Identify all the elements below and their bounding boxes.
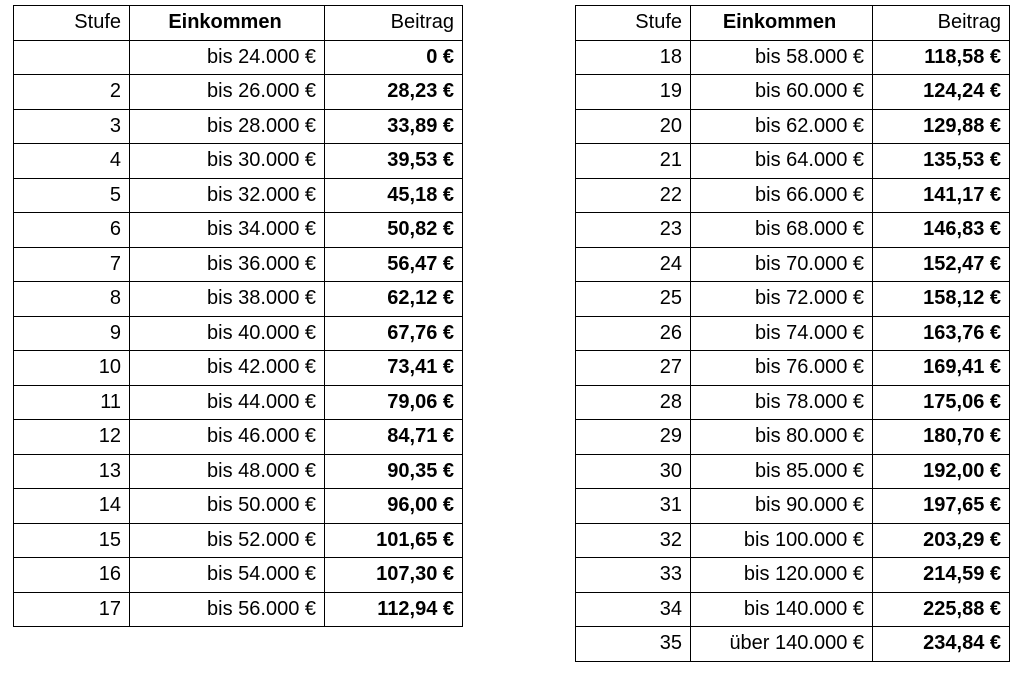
cell-stufe: 15	[14, 523, 130, 558]
cell-einkommen: bis 54.000 €	[130, 558, 325, 593]
cell-stufe: 30	[576, 454, 691, 489]
cell-einkommen: bis 76.000 €	[691, 351, 873, 386]
cell-stufe: 8	[14, 282, 130, 317]
table-body-right	[576, 40, 1010, 661]
cell-beitrag: 169,41 €	[873, 351, 1010, 386]
cell-stufe: 2	[14, 75, 130, 110]
cell-beitrag: 45,18 €	[325, 178, 463, 213]
cell-beitrag: 28,23 €	[325, 75, 463, 110]
table-row	[14, 420, 463, 455]
cell-beitrag: 163,76 €	[873, 316, 1010, 351]
cell-beitrag: 192,00 €	[873, 454, 1010, 489]
table-row	[576, 75, 1010, 110]
cell-stufe: 14	[14, 489, 130, 524]
header-row	[576, 6, 1010, 41]
cell-einkommen: über 140.000 €	[691, 627, 873, 662]
cell-beitrag: 129,88 €	[873, 109, 1010, 144]
table-row	[576, 109, 1010, 144]
table-row	[14, 247, 463, 282]
cell-beitrag: 84,71 €	[325, 420, 463, 455]
cell-einkommen: bis 120.000 €	[691, 558, 873, 593]
header-einkommen: Einkommen	[691, 6, 873, 41]
cell-beitrag: 112,94 €	[325, 592, 463, 627]
cell-beitrag: 33,89 €	[325, 109, 463, 144]
cell-beitrag: 146,83 €	[873, 213, 1010, 248]
table-row	[576, 558, 1010, 593]
header-beitrag: Beitrag	[873, 6, 1010, 41]
table-row	[576, 385, 1010, 420]
cell-einkommen: bis 80.000 €	[691, 420, 873, 455]
cell-stufe: 5	[14, 178, 130, 213]
cell-beitrag: 214,59 €	[873, 558, 1010, 593]
cell-stufe: 25	[576, 282, 691, 317]
cell-beitrag: 175,06 €	[873, 385, 1010, 420]
table-row	[14, 144, 463, 179]
table-row	[14, 454, 463, 489]
cell-einkommen: bis 40.000 €	[130, 316, 325, 351]
cell-beitrag: 135,53 €	[873, 144, 1010, 179]
cell-beitrag: 225,88 €	[873, 592, 1010, 627]
cell-beitrag: 197,65 €	[873, 489, 1010, 524]
table-row	[576, 523, 1010, 558]
cell-einkommen: bis 28.000 €	[130, 109, 325, 144]
cell-beitrag: 180,70 €	[873, 420, 1010, 455]
cell-stufe: 7	[14, 247, 130, 282]
cell-einkommen: bis 68.000 €	[691, 213, 873, 248]
cell-einkommen: bis 26.000 €	[130, 75, 325, 110]
cell-beitrag: 101,65 €	[325, 523, 463, 558]
cell-stufe: 28	[576, 385, 691, 420]
table-row	[14, 178, 463, 213]
cell-einkommen: bis 50.000 €	[130, 489, 325, 524]
cell-einkommen: bis 72.000 €	[691, 282, 873, 317]
cell-einkommen: bis 34.000 €	[130, 213, 325, 248]
fee-table-right	[575, 5, 1010, 662]
cell-einkommen: bis 52.000 €	[130, 523, 325, 558]
table-row	[576, 351, 1010, 386]
table-row	[576, 627, 1010, 662]
table-row	[14, 351, 463, 386]
cell-beitrag: 152,47 €	[873, 247, 1010, 282]
header-einkommen: Einkommen	[130, 6, 325, 41]
cell-einkommen: bis 56.000 €	[130, 592, 325, 627]
cell-einkommen: bis 36.000 €	[130, 247, 325, 282]
table-row	[576, 316, 1010, 351]
cell-beitrag: 118,58 €	[873, 40, 1010, 75]
cell-einkommen: bis 60.000 €	[691, 75, 873, 110]
cell-beitrag: 96,00 €	[325, 489, 463, 524]
table-row	[576, 247, 1010, 282]
cell-einkommen: bis 78.000 €	[691, 385, 873, 420]
cell-beitrag: 73,41 €	[325, 351, 463, 386]
table-row	[576, 592, 1010, 627]
cell-einkommen: bis 30.000 €	[130, 144, 325, 179]
cell-beitrag: 107,30 €	[325, 558, 463, 593]
cell-einkommen: bis 64.000 €	[691, 144, 873, 179]
cell-einkommen: bis 90.000 €	[691, 489, 873, 524]
table-row	[14, 489, 463, 524]
cell-stufe: 31	[576, 489, 691, 524]
fee-table-left	[13, 5, 463, 627]
cell-stufe: 19	[576, 75, 691, 110]
cell-stufe: 23	[576, 213, 691, 248]
cell-beitrag: 90,35 €	[325, 454, 463, 489]
cell-beitrag: 141,17 €	[873, 178, 1010, 213]
cell-stufe: 17	[14, 592, 130, 627]
cell-einkommen: bis 48.000 €	[130, 454, 325, 489]
table-row	[14, 592, 463, 627]
cell-stufe: 22	[576, 178, 691, 213]
cell-stufe: 26	[576, 316, 691, 351]
cell-stufe: 27	[576, 351, 691, 386]
cell-stufe: 35	[576, 627, 691, 662]
cell-stufe: 34	[576, 592, 691, 627]
cell-beitrag: 50,82 €	[325, 213, 463, 248]
table-row	[14, 109, 463, 144]
table-body-left	[14, 40, 463, 627]
cell-beitrag: 0 €	[325, 40, 463, 75]
cell-stufe: 9	[14, 316, 130, 351]
table-row	[576, 282, 1010, 317]
table-row	[14, 213, 463, 248]
table-row	[14, 385, 463, 420]
table-row	[576, 420, 1010, 455]
header-stufe: Stufe	[576, 6, 691, 41]
header-stufe: Stufe	[14, 6, 130, 41]
cell-stufe: 10	[14, 351, 130, 386]
cell-stufe: 16	[14, 558, 130, 593]
cell-beitrag: 234,84 €	[873, 627, 1010, 662]
table-row	[576, 178, 1010, 213]
cell-stufe: 29	[576, 420, 691, 455]
cell-einkommen: bis 44.000 €	[130, 385, 325, 420]
cell-einkommen: bis 58.000 €	[691, 40, 873, 75]
cell-stufe: 18	[576, 40, 691, 75]
table-row	[576, 489, 1010, 524]
header-beitrag: Beitrag	[325, 6, 463, 41]
cell-stufe: 13	[14, 454, 130, 489]
cell-einkommen: bis 38.000 €	[130, 282, 325, 317]
table-row	[14, 40, 463, 75]
cell-beitrag: 79,06 €	[325, 385, 463, 420]
cell-beitrag: 67,76 €	[325, 316, 463, 351]
cell-einkommen: bis 46.000 €	[130, 420, 325, 455]
cell-beitrag: 62,12 €	[325, 282, 463, 317]
cell-beitrag: 39,53 €	[325, 144, 463, 179]
cell-beitrag: 203,29 €	[873, 523, 1010, 558]
cell-stufe: 20	[576, 109, 691, 144]
cell-beitrag: 56,47 €	[325, 247, 463, 282]
cell-beitrag: 158,12 €	[873, 282, 1010, 317]
cell-einkommen: bis 66.000 €	[691, 178, 873, 213]
cell-stufe: 11	[14, 385, 130, 420]
table-row	[14, 558, 463, 593]
table-row	[14, 316, 463, 351]
cell-beitrag: 124,24 €	[873, 75, 1010, 110]
table-row	[14, 75, 463, 110]
table-row	[576, 213, 1010, 248]
cell-stufe: 24	[576, 247, 691, 282]
cell-stufe: 4	[14, 144, 130, 179]
table-row	[576, 40, 1010, 75]
cell-stufe: 21	[576, 144, 691, 179]
cell-einkommen: bis 70.000 €	[691, 247, 873, 282]
cell-stufe	[14, 40, 130, 75]
cell-einkommen: bis 140.000 €	[691, 592, 873, 627]
cell-einkommen: bis 32.000 €	[130, 178, 325, 213]
cell-einkommen: bis 74.000 €	[691, 316, 873, 351]
cell-stufe: 32	[576, 523, 691, 558]
header-row	[14, 6, 463, 41]
cell-stufe: 6	[14, 213, 130, 248]
cell-einkommen: bis 42.000 €	[130, 351, 325, 386]
cell-stufe: 33	[576, 558, 691, 593]
table-row	[576, 454, 1010, 489]
cell-einkommen: bis 85.000 €	[691, 454, 873, 489]
cell-stufe: 12	[14, 420, 130, 455]
cell-einkommen: bis 24.000 €	[130, 40, 325, 75]
table-row	[14, 282, 463, 317]
cell-einkommen: bis 62.000 €	[691, 109, 873, 144]
cell-einkommen: bis 100.000 €	[691, 523, 873, 558]
table-row	[14, 523, 463, 558]
cell-stufe: 3	[14, 109, 130, 144]
table-row	[576, 144, 1010, 179]
